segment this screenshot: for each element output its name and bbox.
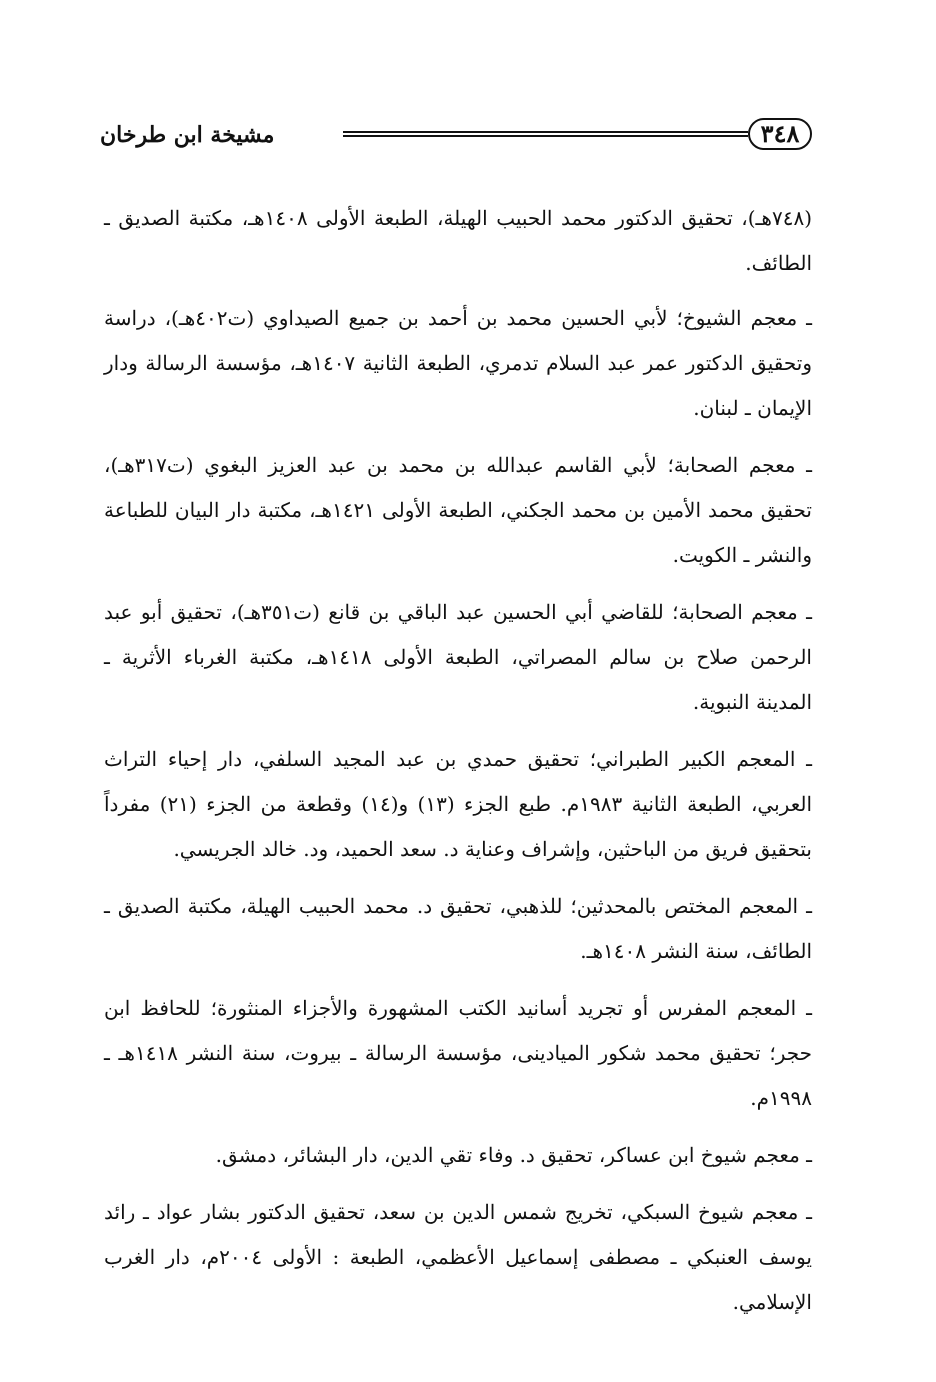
bibliography-list [104, 196, 812, 1337]
bibliography-entry: ـ معجم شيوخ ابن عساكر، تحقيق د. وفاء تقي الدين، دار البشائر، دمشق. [215, 1143, 812, 1167]
running-title: مشيخة ابن طرخان [100, 122, 275, 148]
bibliography-entry: ـ المعجم المختص بالمحدثين؛ للذهبي، تحقيق د. محمد الحبيب الهيلة، مكتبة الصديق ـ الطائف، سنة النشر ١٤٠٨هـ. [104, 894, 812, 963]
bibliography-entry: ـ معجم الصحابة؛ لأبي القاسم عبدالله بن محمد بن عبد العزيز البغوي (ت٣١٧هـ)، تحقيق محمد الأمين بن محمد الجكني، الطبعة الأولى ١٤٢١هـ، مكتبة دار البيان للطباعة والنشر ـ الكويت. [104, 453, 812, 567]
bibliography-entry: ـ المعجم المفرس أو تجريد أسانيد الكتب المشهورة والأجزاء المنثورة؛ للحافظ ابن حجر؛ تحقيق محمد شكور الميادينى، مؤسسة الرسالة ـ بيروت، سنة النشر ١٤١٨هـ ـ ١٩٩٨م. [104, 996, 813, 1110]
bibliography-entry: ـ معجم الشيوخ؛ لأبي الحسين محمد بن أحمد بن جميع الصيداوي (ت٤٠٢هـ)، دراسة وتحقيق الدكتور عمر عبد السلام تدمري، الطبعة الثانية ١٤٠٧هـ، مؤسسة الرسالة ودار الإيمان ـ لبنان. [104, 306, 812, 420]
page-number: ٣٤٨ [748, 118, 812, 150]
bibliography-entry: ـ معجم الصحابة؛ للقاضي أبي الحسين عبد الباقي بن قانع (ت٣٥١هـ)، تحقيق أبو عبد الرحمن صلاح بن سالم المصراتي، الطبعة الأولى ١٤١٨هـ، مكتبة الغرباء الأثرية ـ المدينة النبوية. [104, 600, 812, 714]
running-header [100, 116, 812, 156]
bibliography-entry: ـ معجم شيوخ السبكي، تخريج شمس الدين بن سعد، تحقيق الدكتور بشار عواد ـ رائد يوسف العنبكي ـ مصطفى إسماعيل الأعظمي، الطبعة : الأولى ٢٠٠٤م، دار الغرب الإسلامي. [104, 1200, 812, 1314]
header-rule [343, 131, 748, 137]
bibliography-entry: (٧٤٨هـ)، تحقيق الدكتور محمد الحبيب الهيلة، الطبعة الأولى ١٤٠٨هـ، مكتبة الصديق ـ الطائف. [104, 206, 812, 275]
bibliography-entry: ـ المعجم الكبير الطبراني؛ تحقيق حمدي بن عبد المجيد السلفي، دار إحياء التراث العربي، الطبعة الثانية ١٩٨٣م. طبع الجزء (١٣) و(١٤) وقطعة من الجزء (٢١) مفرداً بتحقيق فريق من الباحثين، وإشراف وعناية د. سعد الحميد، ود. خالد الجريسي. [104, 747, 812, 861]
